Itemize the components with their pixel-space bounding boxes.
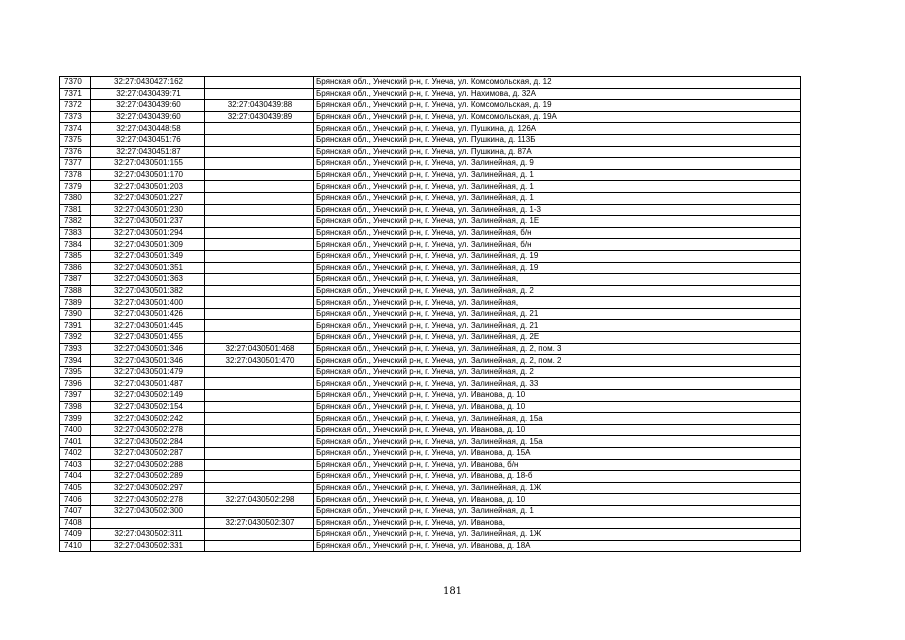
table-row [60,332,801,344]
related-cadastral-number-cell [205,250,314,262]
address-cell: Брянская обл., Унечский р-н, г. Унеча, ул. Пушкина, д. 126А [314,123,801,135]
address-cell: Брянская обл., Унечский р-н, г. Унеча, ул. Залинейная, д. 2, пом. 3 [314,343,801,355]
cadastral-number-cell: 32:27:0430502:242 [91,413,205,425]
cadastral-number-cell: 32:27:0430501:487 [91,378,205,390]
related-cadastral-number-cell: 32:27:0430502:307 [205,517,314,529]
cadastral-number-cell: 32:27:0430501:349 [91,250,205,262]
row-number-cell: 7382 [60,216,91,228]
cadastral-table [59,76,801,552]
address-cell: Брянская обл., Унечский р-н, г. Унеча, ул. Пушкина, д. 113Б [314,134,801,146]
row-number-cell: 7406 [60,494,91,506]
table-row [60,88,801,100]
row-number-cell: 7396 [60,378,91,390]
table-row [60,471,801,483]
table-row [60,494,801,506]
row-number-cell: 7372 [60,100,91,112]
row-number-cell: 7374 [60,123,91,135]
row-number-cell: 7389 [60,297,91,309]
related-cadastral-number-cell [205,134,314,146]
related-cadastral-number-cell [205,401,314,413]
cadastral-number-cell: 32:27:0430501:426 [91,308,205,320]
row-number-cell: 7392 [60,332,91,344]
address-cell: Брянская обл., Унечский р-н, г. Унеча, ул. Залинейная, [314,297,801,309]
cadastral-number-cell: 32:27:0430451:76 [91,134,205,146]
related-cadastral-number-cell [205,204,314,216]
address-cell: Брянская обл., Унечский р-н, г. Унеча, ул. Комсомольская, д. 19А [314,111,801,123]
cadastral-number-cell: 32:27:0430501:155 [91,158,205,170]
address-cell: Брянская обл., Унечский р-н, г. Унеча, ул. Залинейная, д. 1 [314,505,801,517]
address-cell: Брянская обл., Унечский р-н, г. Унеча, ул. Залинейная, д. 1 [314,169,801,181]
related-cadastral-number-cell [205,146,314,158]
table-row [60,297,801,309]
cadastral-number-cell: 32:27:0430502:311 [91,529,205,541]
cadastral-number-cell: 32:27:0430501:294 [91,227,205,239]
table-row [60,181,801,193]
cadastral-number-cell: 32:27:0430502:297 [91,482,205,494]
table-row [60,216,801,228]
address-cell: Брянская обл., Унечский р-н, г. Унеча, ул. Залинейная, д. 2 [314,285,801,297]
related-cadastral-number-cell [205,459,314,471]
related-cadastral-number-cell [205,448,314,460]
cadastral-number-cell: 32:27:0430502:284 [91,436,205,448]
table-row [60,448,801,460]
row-number-cell: 7388 [60,285,91,297]
table-row [60,413,801,425]
cadastral-number-cell: 32:27:0430501:363 [91,274,205,286]
related-cadastral-number-cell [205,366,314,378]
cadastral-number-cell: 32:27:0430439:71 [91,88,205,100]
related-cadastral-number-cell: 32:27:0430501:468 [205,343,314,355]
cadastral-number-cell: 32:27:0430501:309 [91,239,205,251]
table-row [60,158,801,170]
cadastral-number-cell: 32:27:0430501:346 [91,343,205,355]
row-number-cell: 7390 [60,308,91,320]
row-number-cell: 7376 [60,146,91,158]
related-cadastral-number-cell [205,227,314,239]
cadastral-number-cell: 32:27:0430501:203 [91,181,205,193]
address-cell: Брянская обл., Унечский р-н, г. Унеча, ул. Иванова, б/н [314,459,801,471]
cadastral-number-cell: 32:27:0430502:289 [91,471,205,483]
address-cell: Брянская обл., Унечский р-н, г. Унеча, ул. Залинейная, [314,274,801,286]
address-cell: Брянская обл., Унечский р-н, г. Унеча, ул. Иванова, д. 18-б [314,471,801,483]
cadastral-number-cell: 32:27:0430501:170 [91,169,205,181]
address-cell: Брянская обл., Унечский р-н, г. Унеча, ул. Залинейная, д. 9 [314,158,801,170]
row-number-cell: 7399 [60,413,91,425]
related-cadastral-number-cell [205,216,314,228]
address-cell: Брянская обл., Унечский р-н, г. Унеча, ул. Залинейная, д. 19 [314,250,801,262]
address-cell: Брянская обл., Унечский р-н, г. Унеча, ул. Залинейная, д. 19 [314,262,801,274]
row-number-cell: 7410 [60,540,91,552]
row-number-cell: 7398 [60,401,91,413]
table-row [60,436,801,448]
address-cell: Брянская обл., Унечский р-н, г. Унеча, ул. Иванова, д. 10 [314,494,801,506]
cadastral-number-cell: 32:27:0430501:382 [91,285,205,297]
cadastral-number-cell: 32:27:0430501:230 [91,204,205,216]
related-cadastral-number-cell [205,471,314,483]
table-row [60,505,801,517]
related-cadastral-number-cell [205,424,314,436]
related-cadastral-number-cell [205,390,314,402]
cadastral-number-cell: 32:27:0430502:149 [91,390,205,402]
related-cadastral-number-cell [205,88,314,100]
address-cell: Брянская обл., Унечский р-н, г. Унеча, ул. Залинейная, д. 15а [314,413,801,425]
related-cadastral-number-cell [205,169,314,181]
related-cadastral-number-cell: 32:27:0430501:470 [205,355,314,367]
related-cadastral-number-cell [205,297,314,309]
related-cadastral-number-cell [205,181,314,193]
address-cell: Брянская обл., Унечский р-н, г. Унеча, ул. Залинейная, б/н [314,227,801,239]
address-cell: Брянская обл., Унечский р-н, г. Унеча, ул. Залинейная, д. 2, пом. 2 [314,355,801,367]
row-number-cell: 7397 [60,390,91,402]
related-cadastral-number-cell [205,123,314,135]
related-cadastral-number-cell: 32:27:0430502:298 [205,494,314,506]
address-cell: Брянская обл., Унечский р-н, г. Унеча, ул. Залинейная, д. 1-3 [314,204,801,216]
related-cadastral-number-cell: 32:27:0430439:89 [205,111,314,123]
cadastral-number-cell: 32:27:0430501:227 [91,192,205,204]
cadastral-number-cell: 32:27:0430427:162 [91,77,205,89]
address-cell: Брянская обл., Унечский р-н, г. Унеча, ул. Залинейная, д. 2 [314,366,801,378]
row-number-cell: 7405 [60,482,91,494]
related-cadastral-number-cell [205,413,314,425]
address-cell: Брянская обл., Унечский р-н, г. Унеча, ул. Иванова, д. 10 [314,401,801,413]
row-number-cell: 7391 [60,320,91,332]
related-cadastral-number-cell [205,285,314,297]
cadastral-number-cell [91,517,205,529]
cadastral-number-cell: 32:27:0430502:331 [91,540,205,552]
related-cadastral-number-cell: 32:27:0430439:88 [205,100,314,112]
cadastral-number-cell: 32:27:0430451:87 [91,146,205,158]
related-cadastral-number-cell [205,529,314,541]
page-number: 181 [442,586,463,597]
table-row [60,123,801,135]
table-row [60,308,801,320]
related-cadastral-number-cell [205,192,314,204]
row-number-cell: 7370 [60,77,91,89]
address-cell: Брянская обл., Унечский р-н, г. Унеча, ул. Иванова, д. 15А [314,448,801,460]
cadastral-number-cell: 32:27:0430501:400 [91,297,205,309]
address-cell: Брянская обл., Унечский р-н, г. Унеча, ул. Залинейная, д. 15а [314,436,801,448]
row-number-cell: 7393 [60,343,91,355]
row-number-cell: 7371 [60,88,91,100]
address-cell: Брянская обл., Унечский р-н, г. Унеча, ул. Пушкина, д. 87А [314,146,801,158]
cadastral-number-cell: 32:27:0430439:60 [91,100,205,112]
row-number-cell: 7395 [60,366,91,378]
row-number-cell: 7407 [60,505,91,517]
row-number-cell: 7381 [60,204,91,216]
address-cell: Брянская обл., Унечский р-н, г. Унеча, ул. Залинейная, д. 1 [314,181,801,193]
row-number-cell: 7375 [60,134,91,146]
address-cell: Брянская обл., Унечский р-н, г. Унеча, ул. Иванова, [314,517,801,529]
table-row [60,274,801,286]
table-row [60,250,801,262]
cadastral-number-cell: 32:27:0430501:346 [91,355,205,367]
address-cell: Брянская обл., Унечский р-н, г. Унеча, ул. Иванова, д. 10 [314,424,801,436]
row-number-cell: 7385 [60,250,91,262]
address-cell: Брянская обл., Унечский р-н, г. Унеча, ул. Залинейная, б/н [314,239,801,251]
row-number-cell: 7394 [60,355,91,367]
cadastral-number-cell: 32:27:0430448:58 [91,123,205,135]
related-cadastral-number-cell [205,77,314,89]
related-cadastral-number-cell [205,239,314,251]
cadastral-number-cell: 32:27:0430502:300 [91,505,205,517]
table-row [60,378,801,390]
address-cell: Брянская обл., Унечский р-н, г. Унеча, ул. Комсомольская, д. 12 [314,77,801,89]
table-row [60,517,801,529]
table-row [60,401,801,413]
table-row [60,424,801,436]
table-row [60,482,801,494]
row-number-cell: 7373 [60,111,91,123]
table-row [60,355,801,367]
address-cell: Брянская обл., Унечский р-н, г. Унеча, ул. Залинейная, д. 1Е [314,216,801,228]
address-cell: Брянская обл., Унечский р-н, г. Унеча, ул. Комсомольская, д. 19 [314,100,801,112]
table-row [60,77,801,89]
related-cadastral-number-cell [205,320,314,332]
address-cell: Брянская обл., Унечский р-н, г. Унеча, ул. Залинейная, д. 33 [314,378,801,390]
row-number-cell: 7379 [60,181,91,193]
table-row [60,320,801,332]
cadastral-number-cell: 32:27:0430502:154 [91,401,205,413]
address-cell: Брянская обл., Унечский р-н, г. Унеча, ул. Залинейная, д. 21 [314,308,801,320]
cadastral-number-cell: 32:27:0430501:455 [91,332,205,344]
table-row [60,204,801,216]
address-cell: Брянская обл., Унечский р-н, г. Унеча, ул. Залинейная, д. 2Е [314,332,801,344]
row-number-cell: 7403 [60,459,91,471]
address-cell: Брянская обл., Унечский р-н, г. Унеча, ул. Нахимова, д. 32А [314,88,801,100]
address-cell: Брянская обл., Унечский р-н, г. Унеча, ул. Иванова, д. 18А [314,540,801,552]
row-number-cell: 7401 [60,436,91,448]
cadastral-number-cell: 32:27:0430502:278 [91,494,205,506]
cadastral-number-cell: 32:27:0430502:288 [91,459,205,471]
related-cadastral-number-cell [205,436,314,448]
table-row [60,343,801,355]
cadastral-number-cell: 32:27:0430502:287 [91,448,205,460]
cadastral-number-cell: 32:27:0430501:445 [91,320,205,332]
table-row [60,227,801,239]
related-cadastral-number-cell [205,308,314,320]
row-number-cell: 7400 [60,424,91,436]
table-row [60,390,801,402]
related-cadastral-number-cell [205,378,314,390]
table-row [60,192,801,204]
related-cadastral-number-cell [205,274,314,286]
table-row [60,529,801,541]
table-row [60,540,801,552]
table-body [60,77,801,552]
address-cell: Брянская обл., Унечский р-н, г. Унеча, ул. Залинейная, д. 1Ж [314,482,801,494]
table-row [60,262,801,274]
cadastral-number-cell: 32:27:0430501:479 [91,366,205,378]
row-number-cell: 7386 [60,262,91,274]
table-row [60,239,801,251]
row-number-cell: 7384 [60,239,91,251]
related-cadastral-number-cell [205,158,314,170]
row-number-cell: 7409 [60,529,91,541]
row-number-cell: 7380 [60,192,91,204]
row-number-cell: 7402 [60,448,91,460]
row-number-cell: 7404 [60,471,91,483]
table-row [60,366,801,378]
cadastral-number-cell: 32:27:0430501:351 [91,262,205,274]
table-row [60,134,801,146]
related-cadastral-number-cell [205,505,314,517]
related-cadastral-number-cell [205,332,314,344]
related-cadastral-number-cell [205,540,314,552]
table-row [60,285,801,297]
table-row [60,169,801,181]
cadastral-number-cell: 32:27:0430502:278 [91,424,205,436]
row-number-cell: 7377 [60,158,91,170]
table-row [60,111,801,123]
row-number-cell: 7408 [60,517,91,529]
table-row [60,100,801,112]
address-cell: Брянская обл., Унечский р-н, г. Унеча, ул. Залинейная, д. 1Ж [314,529,801,541]
cadastral-number-cell: 32:27:0430439:60 [91,111,205,123]
related-cadastral-number-cell [205,262,314,274]
related-cadastral-number-cell [205,482,314,494]
cadastral-number-cell: 32:27:0430501:237 [91,216,205,228]
address-cell: Брянская обл., Унечский р-н, г. Унеча, ул. Залинейная, д. 1 [314,192,801,204]
row-number-cell: 7378 [60,169,91,181]
row-number-cell: 7387 [60,274,91,286]
address-cell: Брянская обл., Унечский р-н, г. Унеча, ул. Иванова, д. 10 [314,390,801,402]
table-row [60,459,801,471]
address-cell: Брянская обл., Унечский р-н, г. Унеча, ул. Залинейная, д. 21 [314,320,801,332]
row-number-cell: 7383 [60,227,91,239]
table-row [60,146,801,158]
